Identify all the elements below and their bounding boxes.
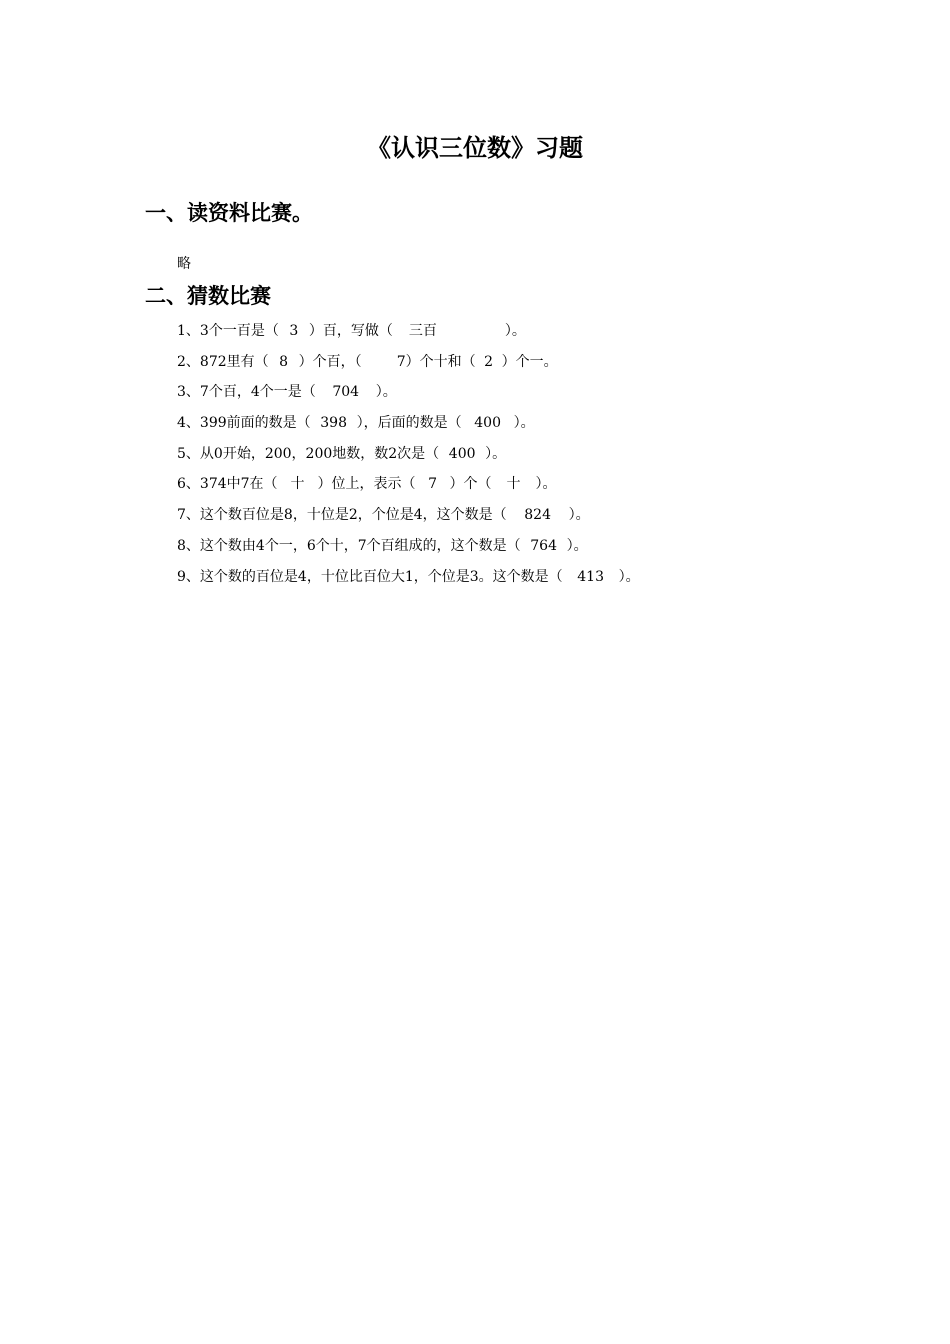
question-text: ）。: [375, 384, 397, 401]
question-8: [177, 535, 640, 566]
question-text: 4、399前面的数是（: [177, 415, 311, 432]
question-text: 2、872里有（: [177, 353, 269, 370]
question-7: [177, 504, 640, 535]
question-text: ），后面的数是（: [356, 415, 462, 432]
answer: 764: [530, 537, 557, 554]
answer: 400: [448, 445, 476, 462]
question-text: 3、7个百，4个一是（: [177, 384, 316, 401]
section-heading-guessing: 二、猜数比赛: [145, 283, 271, 308]
question-3: [177, 381, 640, 412]
question-text: 6、374中7在（: [177, 476, 278, 493]
question-text: ）个十和（: [405, 353, 476, 370]
answer: 2: [484, 353, 494, 370]
answer: 十: [506, 476, 521, 493]
answer: 400: [474, 415, 501, 432]
answer: 7: [428, 476, 437, 493]
answer: 十: [290, 476, 305, 493]
question-6: [177, 473, 640, 504]
page-title: 《认识三位数》习题: [367, 133, 583, 162]
question-text: ）个一。: [501, 353, 558, 370]
question-text: ）个百，（: [298, 353, 362, 370]
question-1: [177, 320, 640, 351]
answer: 413: [577, 568, 604, 585]
answer: 三百: [408, 323, 437, 339]
answer: 7: [396, 353, 406, 370]
answer: 704: [332, 384, 360, 401]
question-text: 7、这个数百位是8，十位是2，个位是4，这个数是（: [177, 507, 507, 524]
question-text: ）。: [568, 507, 590, 524]
question-text: ）位上，表示（: [317, 476, 416, 493]
question-text: ）。: [485, 445, 507, 462]
answer: 8: [279, 353, 289, 370]
question-list: [177, 320, 640, 596]
question-text: ）个（: [449, 476, 492, 493]
section-heading-reading: 一、读资料比赛。: [145, 200, 313, 225]
question-text: ）。: [504, 323, 526, 339]
question-text: ）。: [535, 476, 557, 493]
answer: 824: [524, 507, 551, 524]
question-text: 1、3个一百是（: [177, 323, 279, 339]
question-9: [177, 566, 640, 597]
answer: 398: [320, 415, 347, 432]
question-text: 5、从0开始，200，200地数，数2次是（: [177, 445, 440, 462]
question-text: 9、这个数的百位是4，十位比百位大1，个位是3。这个数是（: [177, 568, 563, 585]
question-5: [177, 443, 640, 474]
question-text: ）。: [618, 568, 640, 585]
answer: 3: [289, 323, 299, 339]
question-text: 8、这个数由4个一，6个十，7个百组成的，这个数是（: [177, 537, 521, 554]
question-4: [177, 412, 640, 443]
section-note: 略: [177, 256, 191, 272]
question-text: ）。: [513, 415, 535, 432]
question-text: ）百，写做（: [308, 323, 393, 339]
question-2: [177, 351, 640, 382]
question-text: ）。: [566, 537, 588, 554]
